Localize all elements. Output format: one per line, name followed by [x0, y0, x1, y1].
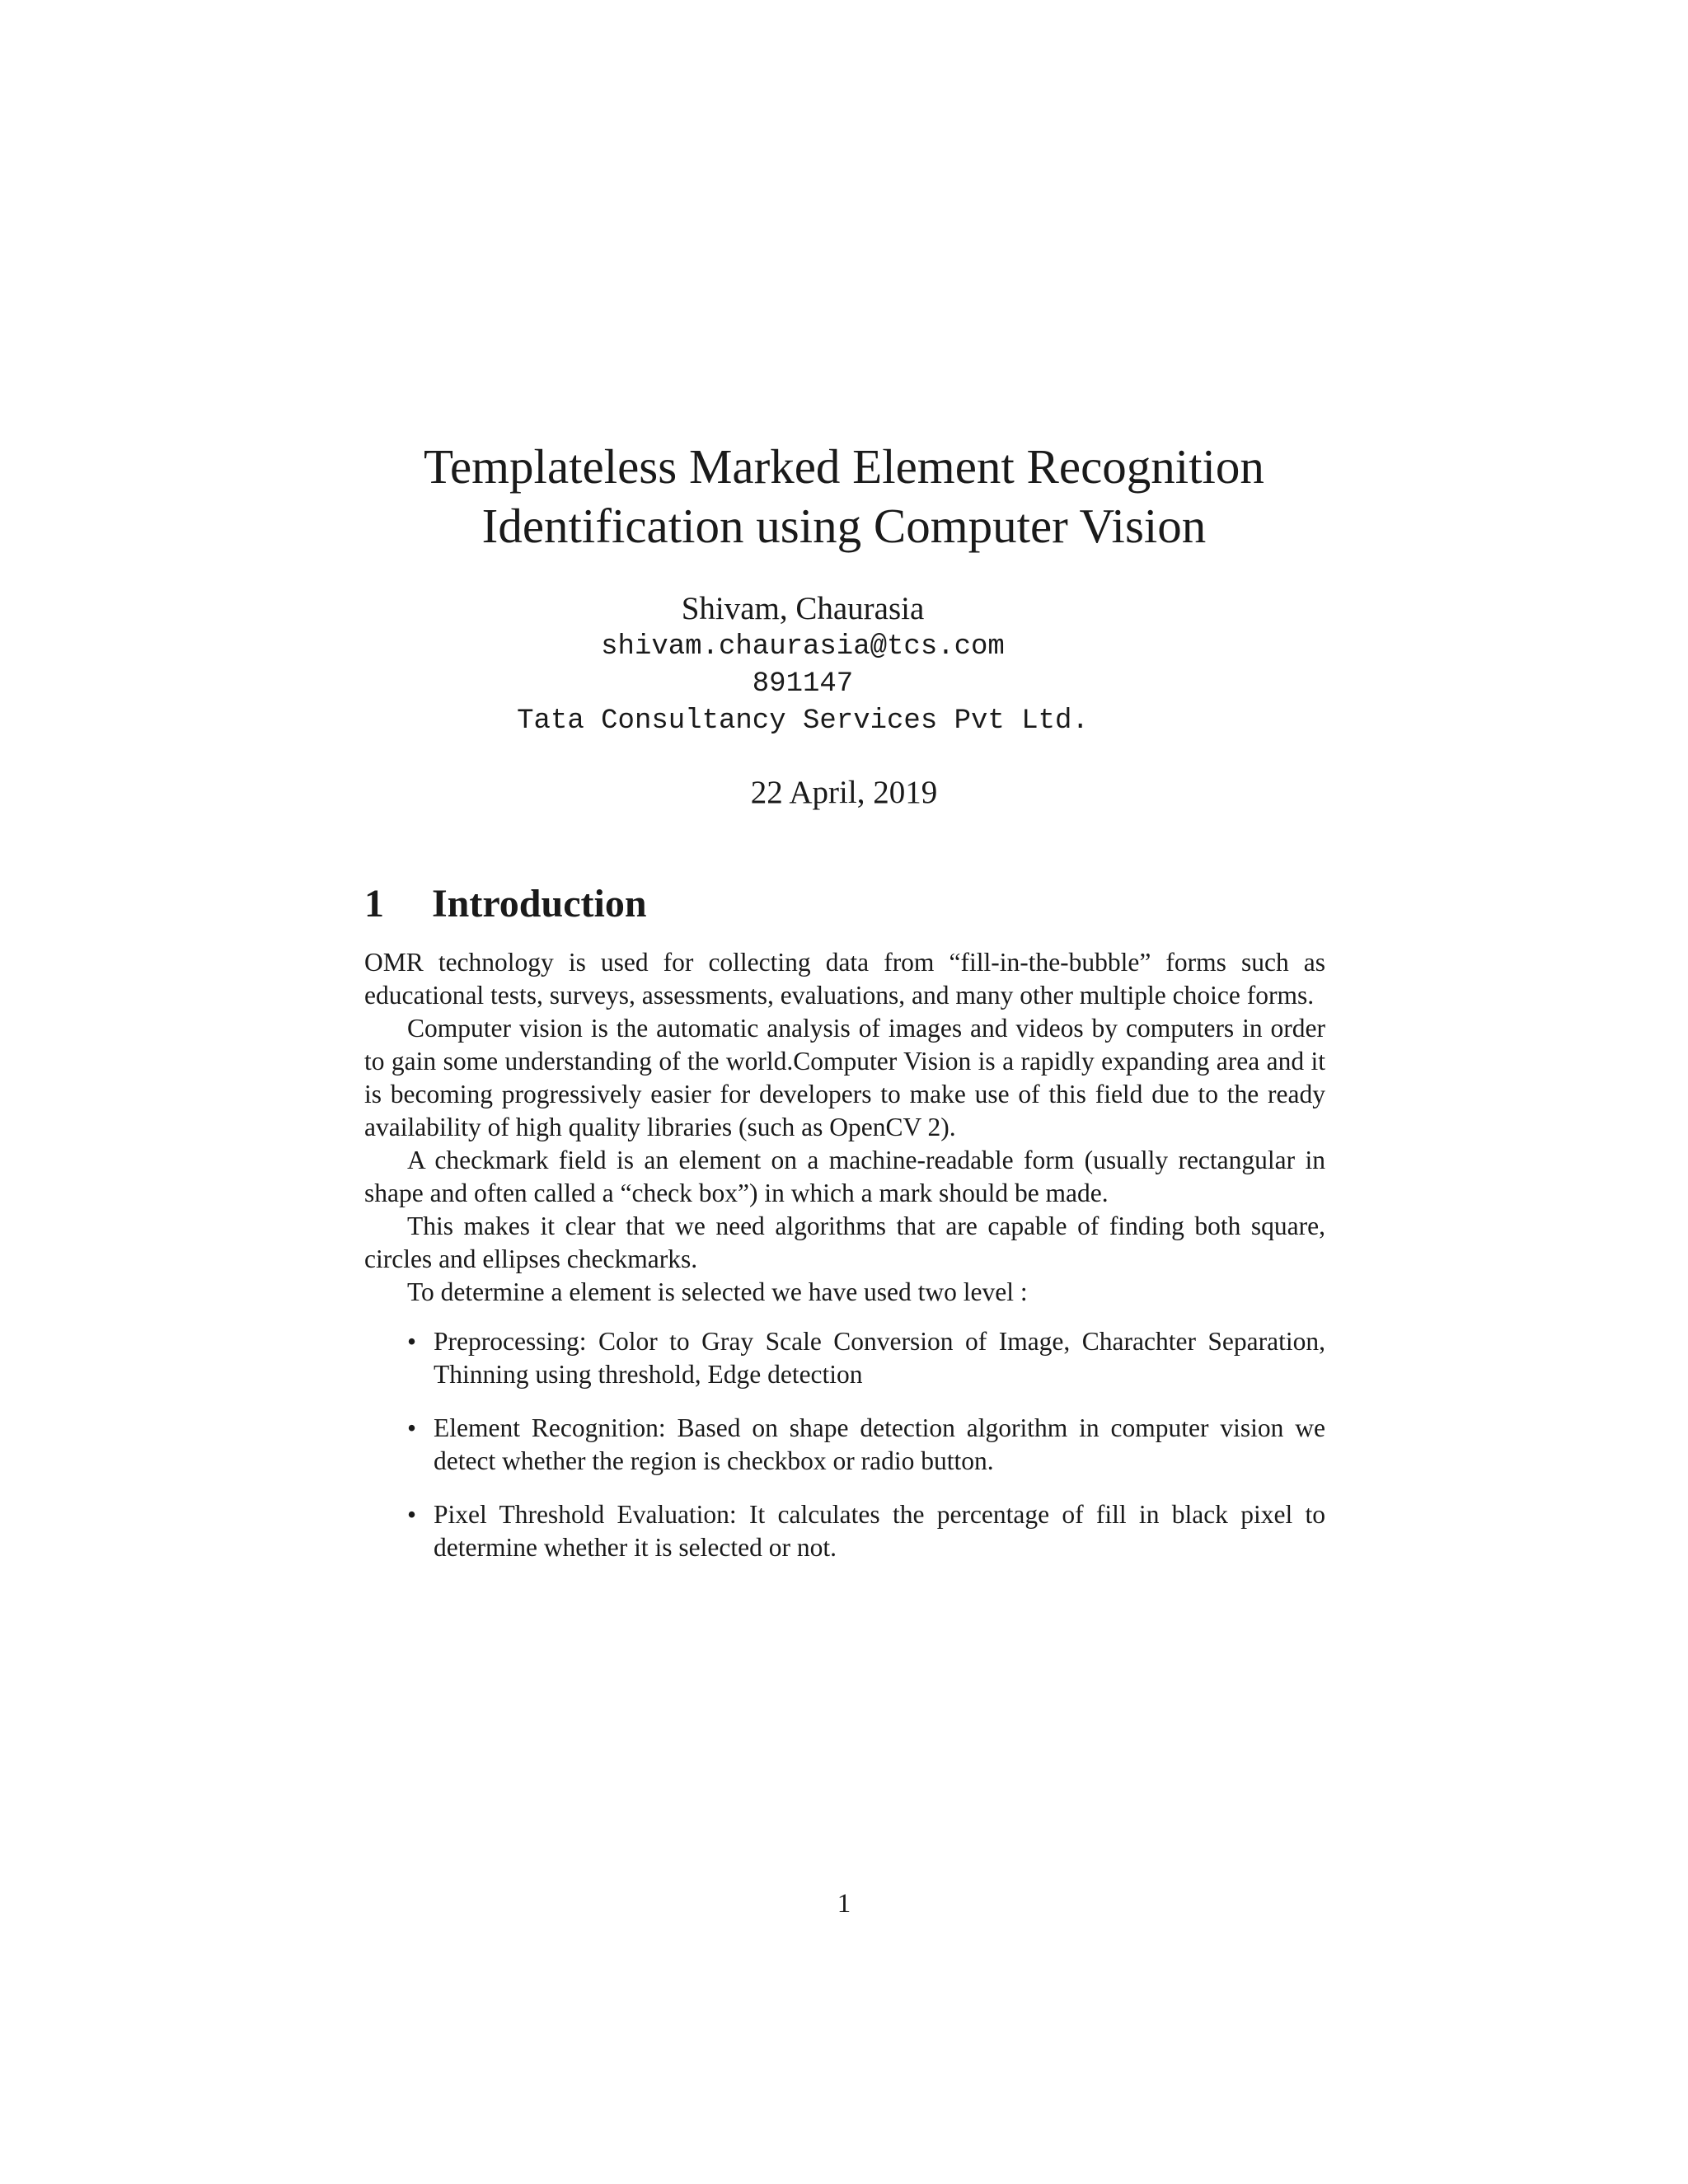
- list-item-text: Element Recognition: Based on shape detection algorithm in computer vision we detect whether the region is checkbox or radio button.: [434, 1413, 1325, 1475]
- bullet-icon: •: [407, 1500, 417, 1529]
- paper-title: [0, 437, 1688, 555]
- list-item: [364, 1498, 1325, 1564]
- author-block: [0, 589, 1688, 740]
- paragraph-5: To determine a element is selected we have used two level :: [407, 1277, 1028, 1306]
- list-item-text: Pixel Threshold Evaluation: It calculates the percentage of fill in black pixel to determine whether it is selected or not.: [434, 1500, 1325, 1562]
- section-number: 1: [364, 882, 384, 926]
- paper-date: [0, 773, 1688, 813]
- title-line-2: Identification using Computer Vision: [481, 499, 1207, 553]
- list-item: [364, 1412, 1325, 1478]
- page-number: 1: [837, 1889, 851, 1919]
- paragraph-2: Computer vision is the automatic analysis of images and videos by computers in order to gain some understanding of the world.Computer Vision is a rapidly expanding area and it is becoming progressively easier for developers to make use of this field due to the ready availability of high quality libraries (such as OpenCV 2).: [364, 1014, 1325, 1141]
- list-item-text: Preprocessing: Color to Gray Scale Conversion of Image, Charachter Separation, Thinning using threshold, Edge detection: [434, 1327, 1325, 1389]
- section-title: Introduction: [432, 882, 647, 926]
- paper-date-text: 22 April, 2019: [750, 775, 938, 810]
- bullet-icon: •: [407, 1413, 417, 1442]
- author-name: Shivam, Chaurasia: [681, 591, 925, 626]
- section-heading: [364, 879, 647, 929]
- paragraph-1: OMR technology is used for collecting data from “fill-in-the-bubble” forms such as educational tests, surveys, assessments, evaluations, and many other multiple choice forms.: [364, 948, 1325, 1010]
- list-item: [364, 1325, 1325, 1391]
- title-line-1: Templateless Marked Element Recognition: [424, 439, 1264, 494]
- author-id: 891147: [752, 668, 854, 700]
- author-organization: Tata Consultancy Services Pvt Ltd.: [517, 705, 1089, 737]
- paragraph-3: A checkmark field is an element on a machine-readable form (usually rectangular in shape and often called a “check box”) in which a mark should be made.: [364, 1146, 1325, 1207]
- author-email: shivam.chaurasia@tcs.com: [601, 631, 1005, 663]
- section-body: [364, 946, 1325, 1585]
- bullet-list: [364, 1325, 1325, 1564]
- paragraph-4: This makes it clear that we need algorithms that are capable of finding both square, circles and ellipses checkmarks.: [364, 1212, 1325, 1273]
- bullet-icon: •: [407, 1327, 417, 1356]
